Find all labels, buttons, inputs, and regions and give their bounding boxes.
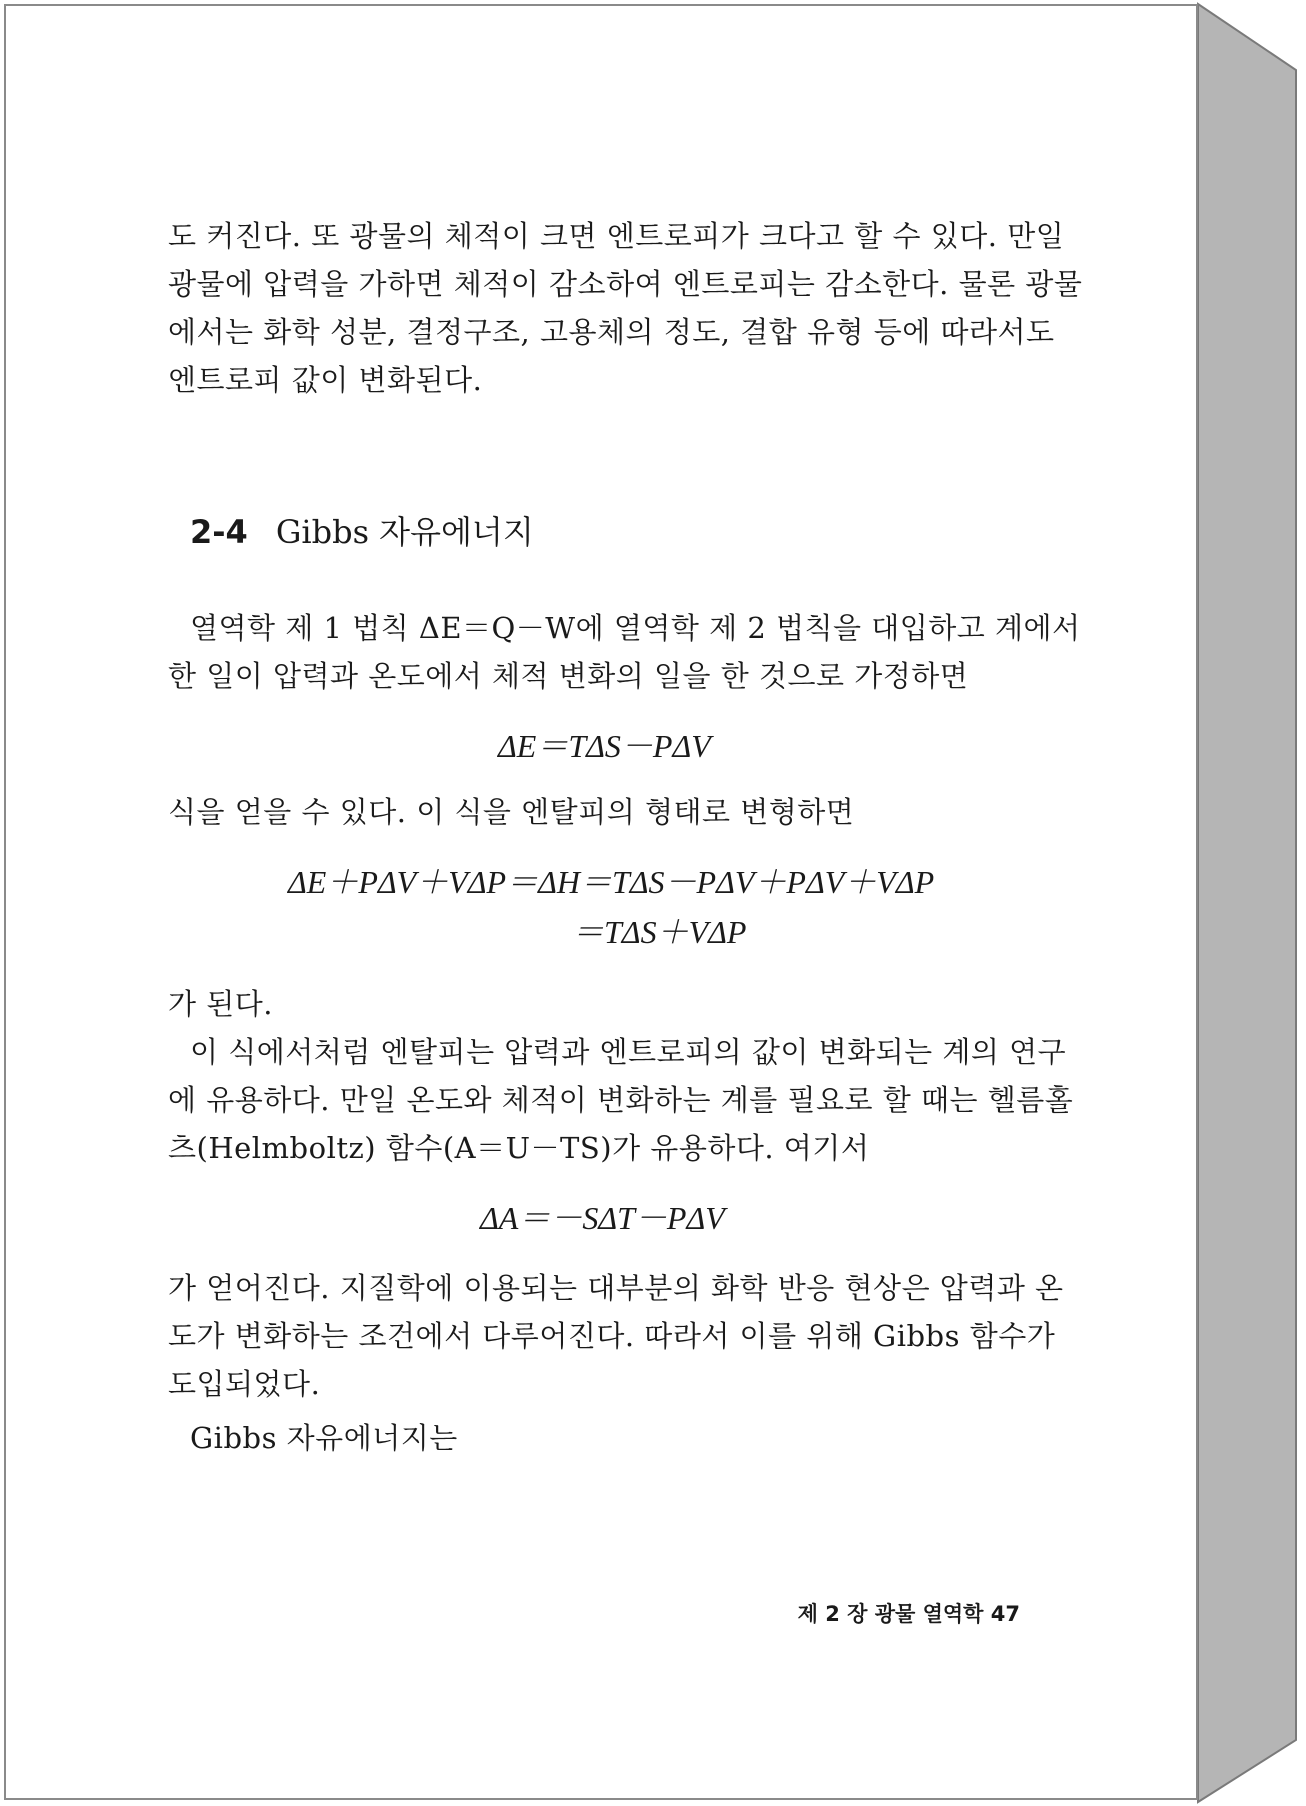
equation-enthalpy: ΔE＋PΔV＋VΔP＝ΔH＝TΔS－PΔV＋PΔV＋VΔP: [288, 864, 935, 900]
equation-energy: ΔE＝TΔS－PΔV: [498, 728, 711, 764]
section-number: 2-4: [190, 513, 248, 551]
paragraph-line: 도가 변화하는 조건에서 다루어진다. 따라서 이를 위해 Gibbs 함수가: [168, 1319, 1056, 1353]
paragraph-line: Gibbs 자유에너지는: [190, 1421, 458, 1455]
paragraph-line: 도입되었다.: [168, 1367, 321, 1401]
paragraph-line: 열역학 제 1 법칙 ΔE＝Q－W에 열역학 제 2 법칙을 대입하고 계에서: [190, 611, 1081, 645]
equation-enthalpy-result: ＝TΔS＋VΔP: [572, 914, 747, 950]
paragraph-line: 츠(Helmboltz) 함수(A＝U－TS)가 유용하다. 여기서: [168, 1131, 870, 1165]
paragraph-line: 가 된다.: [168, 987, 273, 1021]
section-title: Gibbs 자유에너지: [275, 513, 534, 551]
section-heading: [190, 510, 534, 554]
paragraph-line: 이 식에서처럼 엔탈피는 압력과 엔트로피의 값이 변화되는 계의 연구: [190, 1035, 1067, 1069]
paragraph-line: 에 유용하다. 만일 온도와 체적이 변화하는 계를 필요로 할 때는 헬름홀: [168, 1083, 1074, 1117]
paragraph-line: 가 얻어진다. 지질학에 이용되는 대부분의 화학 반응 현상은 압력과 온: [168, 1271, 1064, 1305]
paragraph-line: 식을 얻을 수 있다. 이 식을 엔탈피의 형태로 변형하면: [168, 795, 855, 829]
paragraph-line: 에서는 화학 성분, 결정구조, 고용체의 정도, 결합 유형 등에 따라서도: [168, 315, 1055, 349]
paragraph-line: 도 커진다. 또 광물의 체적이 크면 엔트로피가 크다고 할 수 있다. 만일: [168, 219, 1065, 253]
paragraph-line: 엔트로피 값이 변화된다.: [168, 363, 483, 397]
paragraph-line: 한 일이 압력과 온도에서 체적 변화의 일을 한 것으로 가정하면: [168, 659, 969, 693]
page-footer: 제 2 장 광물 열역학 47: [797, 1602, 1020, 1626]
paragraph-line: 광물에 압력을 가하면 체적이 감소하여 엔트로피는 감소한다. 물론 광물: [168, 267, 1083, 301]
equation-helmholtz: ΔA＝－SΔT－PΔV: [480, 1200, 725, 1236]
